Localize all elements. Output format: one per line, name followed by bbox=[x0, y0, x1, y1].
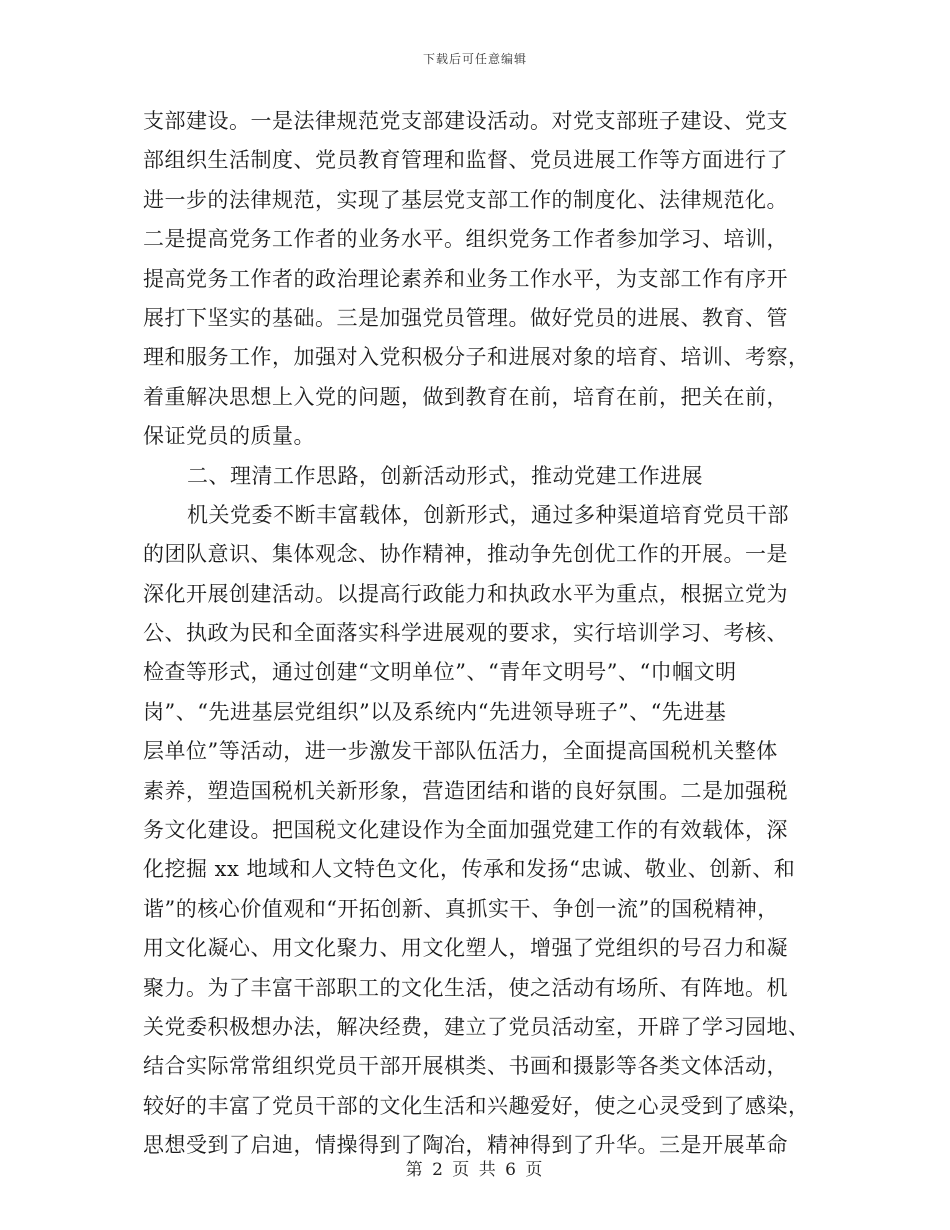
text-line: 岗”、“先进基层党组织”以及系统内“先进领导班子”、“先进基 bbox=[143, 699, 727, 724]
text-line: 关党委积极想办法，解决经费，建立了党员活动室，开辟了学习园地、 bbox=[143, 1014, 810, 1039]
text-line: 用文化凝心、用文化聚力、用文化塑人，增强了党组织的号召力和凝 bbox=[143, 936, 788, 961]
page-number: 第 2 页 共 6 页 bbox=[405, 1160, 545, 1180]
text-line: 展打下坚实的基础。三是加强党员管理。做好党员的进展、教育、管 bbox=[143, 305, 788, 330]
document-body bbox=[143, 102, 811, 1166]
text-line: 支部建设。一是法律规范党支部建设活动。对党支部班子建设、党支 bbox=[143, 109, 788, 133]
text-line: 思想受到了启迪，情操得到了陶冶，精神得到了升华。三是开展革命 bbox=[143, 1133, 788, 1158]
text-line: 的团队意识、集体观念、协作精神，推动争先创优工作的开展。一是 bbox=[143, 542, 788, 567]
text-line: 化挖掘 xx 地域和人文特色文化，传承和发扬“忠诚、敬业、创新、和 bbox=[143, 857, 796, 882]
text-line: 着重解决思想上入党的问题，做到教育在前，培育在前，把关在前， bbox=[143, 384, 788, 409]
text-line: 深化开展创建活动。以提高行政能力和执政水平为重点，根据立党为 bbox=[143, 581, 788, 606]
text-line: 检查等形式，通过创建“文明单位”、“青年文明号”、“巾帼文明 bbox=[143, 660, 737, 685]
text-line: 公、执政为民和全面落实科学进展观的要求，实行培训学习、考核、 bbox=[143, 621, 788, 646]
page-header: 下载后可任意编辑 bbox=[422, 52, 527, 66]
paragraph-start-line: 二、理清工作思路，创新活动形式，推动党建工作进展 bbox=[187, 463, 703, 488]
text-line: 素养，塑造国税机关新形象，营造团结和谐的良好氛围。二是加强税 bbox=[143, 778, 788, 803]
text-line: 部组织生活制度、党员教育管理和监督、党员进展工作等方面进行了 bbox=[143, 148, 788, 173]
text-line: 务文化建设。把国税文化建设作为全面加强党建工作的有效载体，深 bbox=[143, 818, 788, 843]
text-line: 较好的丰富了党员干部的文化生活和兴趣爱好，使之心灵受到了感染， bbox=[143, 1093, 810, 1118]
text-line: 层单位”等活动，进一步激发干部队伍活力，全面提高国税机关整体 bbox=[143, 739, 778, 764]
text-line: 二是提高党务工作者的业务水平。组织党务工作者参加学习、培训， bbox=[143, 227, 788, 252]
text-line: 保证党员的质量。 bbox=[143, 424, 315, 449]
text-line: 谐”的核心价值观和“开拓创新、真抓实干、争创一流”的国税精神， bbox=[143, 896, 779, 921]
text-line: 进一步的法律规范，实现了基层党支部工作的制度化、法律规范化。 bbox=[143, 187, 788, 212]
text-line: 聚力。为了丰富干部职工的文化生活，使之活动有场所、有阵地。机 bbox=[143, 975, 788, 1000]
text-line: 结合实际常常组织党员干部开展棋类、书画和摄影等各类文体活动， bbox=[143, 1054, 788, 1079]
text-line: 提高党务工作者的政治理论素养和业务工作水平，为支部工作有序开 bbox=[143, 266, 788, 291]
text-line: 理和服务工作，加强对入党积极分子和进展对象的培育、培训、考察， bbox=[143, 345, 810, 370]
paragraph-start-line: 机关党委不断丰富载体，创新形式，通过多种渠道培育党员干部 bbox=[187, 502, 789, 527]
